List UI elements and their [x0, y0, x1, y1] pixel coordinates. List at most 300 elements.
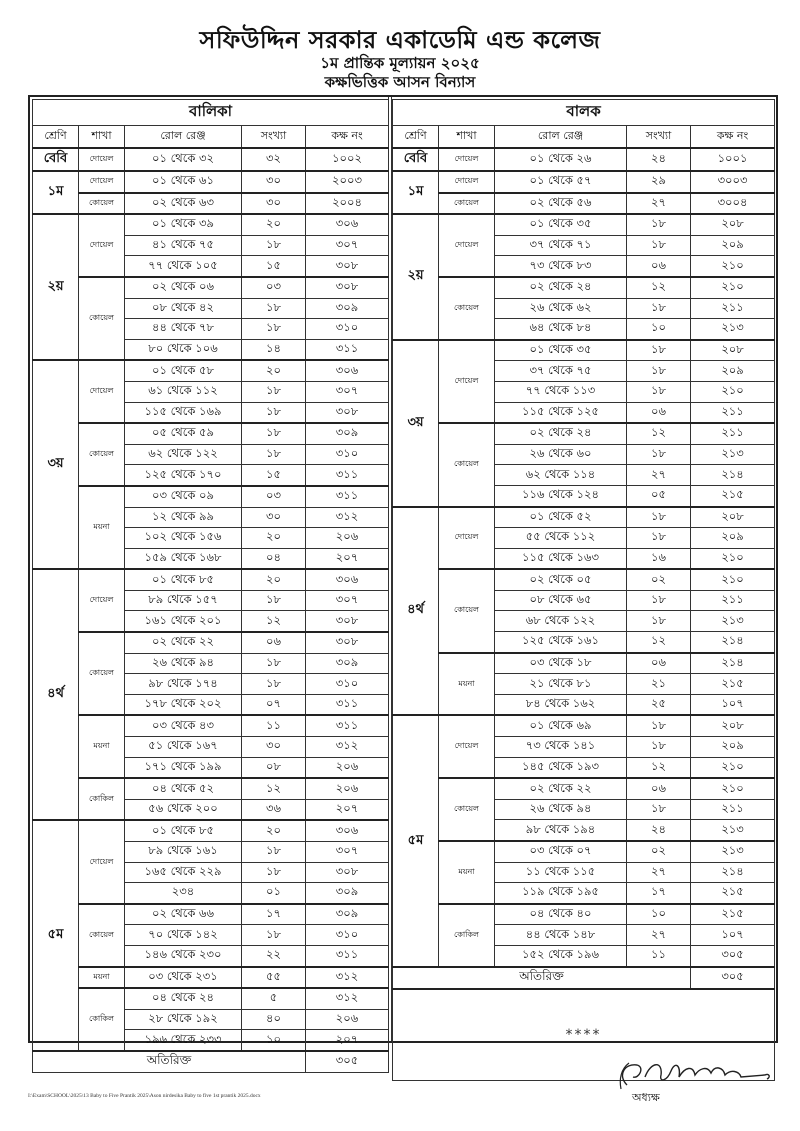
room-cell: ২১৪ — [691, 632, 775, 653]
branch-cell: কোয়েল — [79, 904, 125, 967]
roll-range-cell: ৩৭ থেকে ৭৫ — [495, 361, 627, 382]
branch-cell: দোয়েল — [79, 820, 125, 903]
boys-extra-room: ৩০৫ — [691, 967, 775, 989]
room-cell: ৩০৭ — [306, 235, 389, 256]
roll-range-cell: ১০২ থেকে ১৫৬ — [125, 528, 242, 549]
count-cell: ০২ — [627, 841, 691, 862]
roll-range-cell: ৪৪ থেকে ১৪৮ — [495, 925, 627, 946]
roll-range-cell: ০১ থেকে ৩২ — [125, 148, 242, 171]
room-cell: ২১০ — [691, 778, 775, 799]
count-cell: ২৫ — [627, 694, 691, 715]
count-cell: ৩০ — [242, 171, 306, 193]
table-row — [393, 715, 775, 736]
roll-range-cell: ১১৫ থেকে ১২৫ — [495, 402, 627, 423]
count-cell: ০১ — [242, 883, 306, 904]
class-cell: ৫ম — [33, 820, 79, 1051]
roll-range-cell: ০১ থেকে ২৬ — [495, 148, 627, 171]
count-cell: ১৮ — [242, 674, 306, 695]
branch-cell: দোয়েল — [79, 214, 125, 277]
girls-table — [32, 99, 389, 1073]
institution-title: সফিউদ্দিন সরকার একাডেমি এন্ড কলেজ — [199, 26, 601, 54]
class-cell: ২য় — [393, 214, 439, 340]
roll-range-cell: ১৫২ থেকে ১৯৬ — [495, 945, 627, 966]
room-cell: ৩০৮ — [306, 277, 389, 298]
count-cell: ৩০ — [242, 193, 306, 215]
roll-range-cell: ০২ থেকে ২৪ — [495, 423, 627, 444]
room-cell: ১০০১ — [691, 148, 775, 171]
room-cell: ২০৬ — [306, 757, 389, 778]
roll-range-cell: ০১ থেকে ৫৮ — [125, 360, 242, 381]
table-row — [393, 148, 775, 171]
branch-cell: দোয়েল — [79, 569, 125, 632]
count-cell: ২০ — [242, 569, 306, 590]
table-row — [33, 967, 389, 989]
roll-range-cell: ৭৭ থেকে ১০৫ — [125, 256, 242, 277]
room-cell: ২০৯ — [691, 361, 775, 382]
roll-range-cell: ৫৫ থেকে ১১২ — [495, 528, 627, 549]
roll-range-cell: ১২৫ থেকে ১৬১ — [495, 632, 627, 653]
roll-range-cell: ০১ থেকে ৬১ — [125, 171, 242, 193]
count-cell: ০৮ — [242, 757, 306, 778]
count-cell: ১৮ — [627, 235, 691, 256]
room-cell: ২০০৪ — [306, 193, 389, 215]
room-cell: ৩০৮ — [306, 402, 389, 423]
count-cell: ১৮ — [242, 590, 306, 611]
roll-range-cell: ২১ থেকে ৮১ — [495, 674, 627, 695]
table-row — [393, 653, 775, 674]
count-cell: ১২ — [627, 632, 691, 653]
roll-range-cell: ৭৩ থেকে ৮৩ — [495, 256, 627, 277]
count-cell: ১৮ — [627, 590, 691, 611]
roll-range-cell: ০১ থেকে ৫৭ — [495, 171, 627, 193]
branch-cell: দোয়েল — [79, 360, 125, 423]
room-cell: ২০৮ — [691, 214, 775, 235]
room-cell: ২০৬ — [306, 528, 389, 549]
roll-range-cell: ১৬১ থেকে ২০১ — [125, 611, 242, 632]
room-cell: ৩০৯ — [306, 653, 389, 674]
count-cell: ১৮ — [242, 862, 306, 883]
count-cell: ১৮ — [627, 214, 691, 235]
room-cell: ১০৭ — [691, 694, 775, 715]
count-cell: ১৮ — [242, 444, 306, 465]
table-row — [33, 423, 389, 444]
room-cell: ৩১১ — [306, 945, 389, 966]
count-cell: ০৬ — [627, 778, 691, 799]
count-cell: ১২ — [242, 778, 306, 799]
roll-range-cell: ২৬ থেকে ৬০ — [495, 444, 627, 465]
room-cell: ৩১১ — [306, 486, 389, 507]
class-cell: ১ম — [33, 171, 79, 214]
room-cell: ২০০৩ — [306, 171, 389, 193]
class-cell: বেবি — [393, 148, 439, 171]
class-cell: বেবি — [33, 148, 79, 171]
seating-subtitle: কক্ষভিত্তিক আসন বিন্যাস — [324, 73, 476, 91]
branch-cell: দোয়েল — [439, 214, 495, 277]
class-cell: ৪র্থ — [393, 507, 439, 716]
count-cell: ১৮ — [627, 715, 691, 736]
room-cell: ২০৮ — [691, 340, 775, 361]
roll-range-cell: ০২ থেকে ০৬ — [125, 277, 242, 298]
count-cell: ৩২ — [242, 148, 306, 171]
count-cell: ১৮ — [627, 737, 691, 758]
count-cell: ০৬ — [242, 632, 306, 653]
table-row — [33, 360, 389, 381]
col-class: শ্রেণি — [33, 126, 79, 149]
count-cell: ২১ — [627, 674, 691, 695]
roll-range-cell: ৪৪ থেকে ৭৮ — [125, 319, 242, 340]
branch-cell: দোয়েল — [439, 715, 495, 778]
branch-cell: কোয়েল — [79, 423, 125, 486]
count-cell: ০৬ — [627, 402, 691, 423]
roll-range-cell: ১১৫ থেকে ১৬৯ — [125, 402, 242, 423]
room-cell: ২১৪ — [691, 653, 775, 674]
room-cell: ২১৩ — [691, 444, 775, 465]
count-cell: ৫ — [242, 988, 306, 1009]
table-row — [33, 171, 389, 193]
room-cell: ২১০ — [691, 381, 775, 402]
room-cell: ২১০ — [691, 256, 775, 277]
branch-cell: কোকিল — [79, 988, 125, 1051]
room-cell: ৩০৮ — [306, 256, 389, 277]
roll-range-cell: ৫১ থেকে ১৬৭ — [125, 737, 242, 758]
count-cell: ১২ — [627, 277, 691, 298]
branch-cell: দোয়েল — [79, 148, 125, 171]
table-row — [393, 569, 775, 590]
branch-cell: ময়না — [439, 653, 495, 716]
count-cell: ৪০ — [242, 1009, 306, 1030]
girls-extra-room: ৩০৫ — [306, 1051, 389, 1073]
count-cell: ১৮ — [242, 381, 306, 402]
count-cell: ০২ — [627, 569, 691, 590]
count-cell: ২৪ — [627, 820, 691, 841]
count-cell: ২২ — [242, 945, 306, 966]
roll-range-cell: ০১ থেকে ৩৯ — [125, 214, 242, 235]
room-cell: ৩০৯ — [306, 883, 389, 904]
table-row — [393, 277, 775, 298]
room-cell: ৩১২ — [306, 507, 389, 528]
count-cell: ৫৫ — [242, 967, 306, 989]
roll-range-cell: ৯৮ থেকে ১৭৪ — [125, 674, 242, 695]
room-cell: ৩১০ — [306, 925, 389, 946]
count-cell: ২০ — [242, 214, 306, 235]
roll-range-cell: ০২ থেকে ৫৬ — [495, 193, 627, 215]
roll-range-cell: ২৮ থেকে ১৯২ — [125, 1009, 242, 1030]
room-cell: ২১৫ — [691, 674, 775, 695]
table-row — [393, 340, 775, 361]
count-cell: ১৮ — [627, 528, 691, 549]
roll-range-cell: ২৩৪ — [125, 883, 242, 904]
count-cell: ১৭ — [627, 883, 691, 904]
room-cell: ২১৫ — [691, 904, 775, 925]
roll-range-cell: ১৬৫ থেকে ২২৯ — [125, 862, 242, 883]
room-cell: ৩১২ — [306, 988, 389, 1009]
count-cell: ২৭ — [627, 193, 691, 215]
count-cell: ২০ — [242, 528, 306, 549]
boys-section — [392, 99, 774, 1081]
table-row — [393, 423, 775, 444]
room-cell: ২০৯ — [691, 235, 775, 256]
table-row — [33, 277, 389, 298]
file-path: I:\Exam\SCHOOL\2025\13 Baby to Five Prantik 2025\Ason nirdesika Baby to five 1st prantik 2025.docx — [28, 1093, 261, 1099]
count-cell: ০৫ — [627, 485, 691, 506]
room-cell: ২০৬ — [306, 1009, 389, 1030]
room-cell: ৩০৬ — [306, 214, 389, 235]
branch-cell: দোয়েল — [439, 507, 495, 570]
count-cell: ১৮ — [627, 444, 691, 465]
count-cell: ১২ — [242, 611, 306, 632]
room-cell: ২১৫ — [691, 883, 775, 904]
room-cell: ৩০৬ — [306, 820, 389, 841]
roll-range-cell: ১২ থেকে ৯৯ — [125, 507, 242, 528]
roll-range-cell: ০৮ থেকে ৬৫ — [495, 590, 627, 611]
roll-range-cell: ৮৪ থেকে ১৬২ — [495, 694, 627, 715]
branch-cell: ময়না — [79, 486, 125, 569]
room-cell: ২১১ — [691, 402, 775, 423]
roll-range-cell: ১১৫ থেকে ১৬৩ — [495, 548, 627, 569]
class-cell: ১ম — [393, 171, 439, 214]
class-cell: ৩য় — [33, 360, 79, 569]
room-cell: ৩০০৪ — [691, 193, 775, 215]
branch-cell: কোয়েল — [79, 277, 125, 360]
room-cell: ২১১ — [691, 423, 775, 444]
branch-cell: দোয়েল — [439, 171, 495, 193]
room-cell: ৩০৭ — [306, 842, 389, 863]
room-cell: ২০৭ — [306, 799, 389, 820]
table-row — [33, 778, 389, 799]
count-cell: ১৮ — [627, 611, 691, 632]
room-cell: ৩০৮ — [306, 632, 389, 653]
roll-range-cell: ৬৮ থেকে ১২২ — [495, 611, 627, 632]
table-row — [33, 569, 389, 590]
roll-range-cell: ২৬ থেকে ৯৪ — [125, 653, 242, 674]
room-cell: ২০৭ — [306, 548, 389, 569]
roll-range-cell: ৫৬ থেকে ২০০ — [125, 799, 242, 820]
roll-range-cell: ৯৮ থেকে ১৯৪ — [495, 820, 627, 841]
girls-title: বালিকা — [33, 100, 389, 126]
count-cell: ১৮ — [627, 361, 691, 382]
count-cell: ১১ — [627, 945, 691, 966]
room-cell: ৩১১ — [306, 465, 389, 486]
class-cell: ৩য় — [393, 340, 439, 507]
room-cell: ১০৭ — [691, 925, 775, 946]
branch-cell: কোকিল — [79, 778, 125, 820]
roll-range-cell: ১৭৮ থেকে ২০২ — [125, 694, 242, 715]
roll-range-cell: ০৮ থেকে ৪২ — [125, 298, 242, 319]
room-cell: ২০৬ — [306, 778, 389, 799]
table-row — [393, 841, 775, 862]
table-row — [393, 778, 775, 799]
room-cell: ৩১২ — [306, 737, 389, 758]
room-cell: ২১৩ — [691, 820, 775, 841]
roll-range-cell: ৭০ থেকে ১৪২ — [125, 925, 242, 946]
room-cell: ২১৩ — [691, 319, 775, 340]
room-cell: ৩০০৩ — [691, 171, 775, 193]
branch-cell: দোয়েল — [79, 171, 125, 193]
roll-range-cell: ২৬ থেকে ৬২ — [495, 298, 627, 319]
count-cell: ০৭ — [242, 694, 306, 715]
col-branch: শাখা — [439, 126, 495, 149]
count-cell: ১৮ — [242, 319, 306, 340]
room-cell: ৩০৯ — [306, 423, 389, 444]
count-cell: ২০ — [242, 820, 306, 841]
branch-cell: কোয়েল — [439, 778, 495, 841]
count-cell: ১৪ — [242, 339, 306, 360]
count-cell: ১৮ — [627, 507, 691, 528]
room-cell: ২১০ — [691, 569, 775, 590]
roll-range-cell: ৬২ থেকে ১২২ — [125, 444, 242, 465]
count-cell: ১৮ — [627, 340, 691, 361]
roll-range-cell: ০৩ থেকে ৪৩ — [125, 715, 242, 736]
table-row — [33, 486, 389, 507]
roll-range-cell: ৬২ থেকে ১১৪ — [495, 465, 627, 486]
count-cell: ১০ — [627, 904, 691, 925]
end-mark: **** — [393, 989, 775, 1081]
room-cell: ২১৩ — [691, 841, 775, 862]
roll-range-cell: ১১৬ থেকে ১২৪ — [495, 485, 627, 506]
table-row — [393, 507, 775, 528]
table-row — [33, 988, 389, 1009]
principal-title: অধ্যক্ষ — [632, 1091, 660, 1104]
roll-range-cell: ০২ থেকে ০৫ — [495, 569, 627, 590]
count-cell: ৩৬ — [242, 799, 306, 820]
roll-range-cell: ১৪৫ থেকে ১৯৩ — [495, 757, 627, 778]
branch-cell: কোয়েল — [79, 193, 125, 215]
exam-title: ১ম প্রান্তিক মূল্যায়ন ২০২৫ — [320, 54, 480, 72]
room-cell: ২১৫ — [691, 485, 775, 506]
girls-extra-label: অতিরিক্ত — [33, 1051, 306, 1073]
room-cell: ২১০ — [691, 548, 775, 569]
count-cell: ১৮ — [242, 235, 306, 256]
room-cell: ৩০৭ — [306, 381, 389, 402]
room-cell: ৩০৮ — [306, 611, 389, 632]
count-cell: ১৮ — [627, 381, 691, 402]
roll-range-cell: ৮৯ থেকে ১৫৭ — [125, 590, 242, 611]
girls-section — [32, 99, 388, 1073]
roll-range-cell: ৭৭ থেকে ১১৩ — [495, 381, 627, 402]
roll-range-cell: ১২৫ থেকে ১৭০ — [125, 465, 242, 486]
boys-extra-label: অতিরিক্ত — [393, 967, 691, 989]
roll-range-cell: ৪১ থেকে ৭৫ — [125, 235, 242, 256]
table-row — [393, 193, 775, 215]
count-cell: ১২ — [627, 757, 691, 778]
count-cell: ২০ — [242, 360, 306, 381]
count-cell: ০৬ — [627, 653, 691, 674]
room-cell: ২১৪ — [691, 465, 775, 486]
roll-range-cell: ১১৯ থেকে ১৯৫ — [495, 883, 627, 904]
branch-cell: কোয়েল — [439, 569, 495, 652]
room-cell: ৩১০ — [306, 444, 389, 465]
count-cell: ১৮ — [627, 799, 691, 820]
count-cell: ১৮ — [242, 423, 306, 444]
count-cell: ৩০ — [242, 737, 306, 758]
branch-cell: কোয়েল — [439, 423, 495, 506]
roll-range-cell: ০১ থেকে ৩৫ — [495, 340, 627, 361]
branch-cell: ময়না — [79, 715, 125, 778]
count-cell: ২৭ — [627, 862, 691, 883]
roll-range-cell: ০৪ থেকে ৫২ — [125, 778, 242, 799]
branch-cell: কোকিল — [439, 904, 495, 967]
table-row — [33, 214, 389, 235]
count-cell: ১৮ — [242, 842, 306, 863]
col-roll-range: রোল রেঞ্জ — [495, 126, 627, 149]
roll-range-cell: ০৩ থেকে ০৯ — [125, 486, 242, 507]
table-row — [393, 171, 775, 193]
room-cell: ২১১ — [691, 590, 775, 611]
col-room: কক্ষ নং — [691, 126, 775, 149]
table-row — [393, 904, 775, 925]
count-cell: ০৩ — [242, 277, 306, 298]
roll-range-cell: ০৩ থেকে ০৭ — [495, 841, 627, 862]
roll-range-cell: ০২ থেকে ২৪ — [495, 277, 627, 298]
count-cell: ১৮ — [242, 298, 306, 319]
roll-range-cell: ২৬ থেকে ৯৪ — [495, 799, 627, 820]
count-cell: ১১ — [242, 715, 306, 736]
count-cell: ২৭ — [627, 465, 691, 486]
count-cell: ৩০ — [242, 507, 306, 528]
room-cell: ৩১০ — [306, 319, 389, 340]
roll-range-cell: ১১ থেকে ১১৫ — [495, 862, 627, 883]
table-row — [33, 820, 389, 841]
count-cell: ১৮ — [242, 402, 306, 423]
room-cell: ২১১ — [691, 799, 775, 820]
roll-range-cell: ০২ থেকে ২২ — [495, 778, 627, 799]
count-cell: ২৯ — [627, 171, 691, 193]
room-cell: ২০৮ — [691, 507, 775, 528]
room-cell: ৩০৮ — [306, 862, 389, 883]
roll-range-cell: ০৪ থেকে ৪০ — [495, 904, 627, 925]
roll-range-cell: ০৩ থেকে ১৮ — [495, 653, 627, 674]
room-cell: ৩০৬ — [306, 360, 389, 381]
roll-range-cell: ০৫ থেকে ৫৯ — [125, 423, 242, 444]
count-cell: ১৫ — [242, 465, 306, 486]
room-cell: ২০৯ — [691, 528, 775, 549]
room-cell: ৩০৭ — [306, 590, 389, 611]
table-row — [33, 632, 389, 653]
roll-range-cell: ১৯৬ থেকে ২৩৩ — [125, 1030, 242, 1051]
roll-range-cell: ০১ থেকে ৩৫ — [495, 214, 627, 235]
room-cell: ২১৪ — [691, 862, 775, 883]
col-roll-range: রোল রেঞ্জ — [125, 126, 242, 149]
room-cell: ৩০৯ — [306, 298, 389, 319]
count-cell: ২৭ — [627, 925, 691, 946]
boys-rows — [393, 148, 775, 967]
roll-range-cell: ০১ থেকে ৬৯ — [495, 715, 627, 736]
branch-cell: ময়না — [439, 841, 495, 904]
count-cell: ১৮ — [242, 653, 306, 674]
class-cell: ৪র্থ — [33, 569, 79, 820]
count-cell: ০৬ — [627, 256, 691, 277]
class-cell: ২য় — [33, 214, 79, 360]
col-branch: শাখা — [79, 126, 125, 149]
room-cell: ২১৩ — [691, 611, 775, 632]
count-cell: ১৮ — [627, 298, 691, 319]
room-cell: ৩০৬ — [306, 569, 389, 590]
boys-table — [392, 99, 775, 1081]
count-cell: ১০ — [242, 1030, 306, 1051]
room-cell: ২০৮ — [691, 715, 775, 736]
count-cell: ০৩ — [242, 486, 306, 507]
roll-range-cell: ০১ থেকে ৫২ — [495, 507, 627, 528]
col-count: সংখ্যা — [627, 126, 691, 149]
roll-range-cell: ০২ থেকে ২২ — [125, 632, 242, 653]
room-cell: ৩০৫ — [691, 945, 775, 966]
class-cell: ৫ম — [393, 715, 439, 966]
roll-range-cell: ৮০ থেকে ১০৬ — [125, 339, 242, 360]
table-row — [393, 214, 775, 235]
table-row — [33, 715, 389, 736]
roll-range-cell: ১৫৯ থেকে ১৬৮ — [125, 548, 242, 569]
branch-cell: কোয়েল — [439, 193, 495, 215]
